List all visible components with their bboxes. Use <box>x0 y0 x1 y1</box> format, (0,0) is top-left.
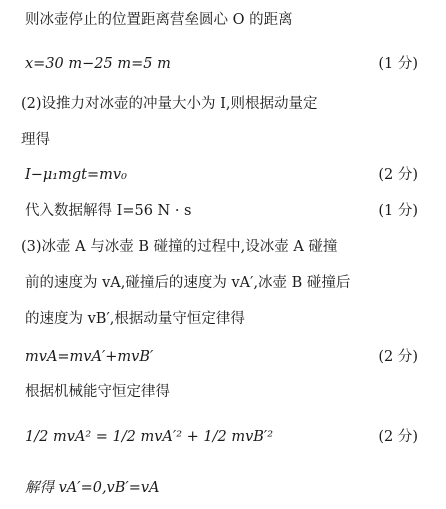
solution-line-7 <box>21 237 432 257</box>
line-4-text: 理得 <box>21 132 50 148</box>
solution-line-10 <box>25 347 432 367</box>
solution-line-4 <box>21 130 432 150</box>
solution-line-9 <box>25 309 432 329</box>
solution-line-13 <box>25 478 432 498</box>
solution-line-8 <box>25 273 432 293</box>
score-line-12: (2 分) <box>378 429 418 445</box>
score-line-5: (2 分) <box>378 167 418 183</box>
equation-momentum: mvA=mvA′+mvB′ <box>25 349 154 365</box>
equation-energy: 1/2 mvA² = 1/2 mvA′² + 1/2 mvB′² <box>25 429 274 445</box>
solution-line-2 <box>25 54 432 74</box>
equation-x-distance: x=30 m−25 m=5 m <box>25 56 171 72</box>
solution-line-12 <box>25 420 432 454</box>
line-6-text: 代入数据解得 I=56 N · s <box>25 203 192 219</box>
solution-line-1 <box>25 10 432 30</box>
equation-impulse: I−μ₁mgt=mv₀ <box>25 167 127 183</box>
solution-line-11 <box>25 382 432 402</box>
solution-line-3 <box>21 94 432 114</box>
line-1-text: 则冰壶停止的位置距离营垒圆心 O 的距离 <box>25 12 293 28</box>
line-8-text: 前的速度为 vA,碰撞后的速度为 vA′,冰壶 B 碰撞后 <box>25 275 351 291</box>
score-line-10: (2 分) <box>378 349 418 365</box>
solution-line-6 <box>25 201 432 221</box>
score-line-2: (1 分) <box>378 56 418 72</box>
solution-line-5 <box>25 165 432 185</box>
line-11-text: 根据机械能守恒定律得 <box>25 384 170 400</box>
equation-final-velocities: 解得 vA′=0,vB′=vA <box>25 480 160 496</box>
line-9-text: 的速度为 vB′,根据动量守恒定律得 <box>25 311 245 327</box>
score-line-6: (1 分) <box>378 203 418 219</box>
line-7-text: (3)冰壶 A 与冰壶 B 碰撞的过程中,设冰壶 A 碰撞 <box>21 239 338 255</box>
line-3-text: (2)设推力对冰壶的冲量大小为 I,则根据动量定 <box>21 96 318 112</box>
